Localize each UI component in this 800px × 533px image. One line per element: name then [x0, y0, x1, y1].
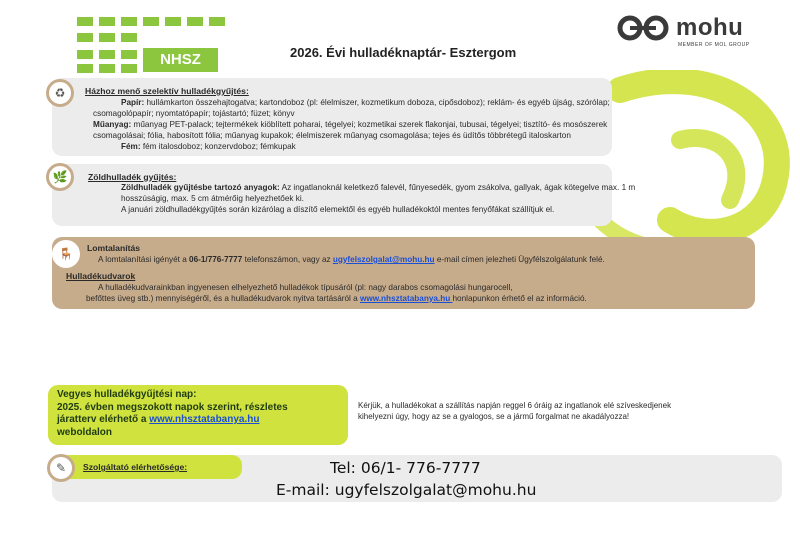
mohu-logo-text: mohu [676, 14, 744, 41]
email-link[interactable]: ugyfelszolgalat@mohu.hu [332, 255, 435, 264]
mohu-logo-subtitle: MEMBER OF MOL GROUP [678, 42, 750, 48]
green-heading: Zöldhulladék gyűjtés: [88, 172, 177, 182]
nhsz-logo-text: NHSZ [143, 48, 218, 72]
bulky-heading: Lomtalanítás [87, 243, 141, 253]
selective-details: Papír: hullámkarton összehajtogatva; kartondoboz (pl: élelmiszer, kozmetikum doboza, cipősdoboz); reklám- és egyéb újság, szórólap; csomagolópapír; nyomtatópapír; tojástartó; füzet; könyv Műanyag: műanyag PET-palack; tejtermékek kiöblített poharai, tégelyei; kozmetikai szerek flakonjai, tubusai, tégelyei; tisztító- és mosószerek csomagolásai; fólia, habosított fólia; műanyag kupakok; élelmiszerek műanyag csomagolása; tejes és üdítős többrétegű italoskarton Fém: fém italosdoboz; konzervdoboz; fémkupak [93, 98, 610, 151]
website-link[interactable]: www.nhsztatabanya.hu [359, 294, 453, 303]
yard-heading: Hulladékudvarok [66, 271, 136, 281]
contact-label: Szolgáltató elérhetősége: [83, 462, 188, 472]
contact-phone[interactable]: Tel: 06/1- 776-7777 [330, 459, 481, 477]
leaf-bag-icon: 🌿 [46, 163, 74, 191]
placement-notice: Kérjük, a hulladékokat a szállítás napján reggel 6 óráig az ingatlanok elé szíveskedjenek kihelyezni úgy, hogy az se a gyalogos, se a jármű forgalmat ne akadályozza! [358, 401, 672, 421]
mixed-waste-text: Vegyes hulladékgyűjtési nap: 2025. évben megszokott napok szerint, részletes járatterv elérhető a www.nhsztatabanya.hu weboldalon [57, 389, 288, 438]
mohu-logo-icon [616, 14, 672, 42]
yard-text: A hulladékudvarainkban ingyenesen elhelyezhető hulladékok típusáról (pl: nagy darabos csomagolási hungarocell, befőttes üveg stb.) mennyiségéről, és a hulladékudvarok nyitva tartásáról a www.nhsztatabanya.hu honlapunkon érhető el az információ. [86, 283, 587, 303]
furniture-icon: 🪑 [52, 240, 80, 268]
contact-email[interactable]: E-mail: ugyfelszolgalat@mohu.hu [276, 481, 537, 499]
green-details: Zöldhulladék gyűjtésbe tartozó anyagok: Az ingatlanoknál keletkező falevél, fűnyesedék, gyom zsákolva, gallyak, ágak kötegelve max. 1 m hosszúságig, max. 5 cm átmérőig helyezhetőek ki. A januári zöldhulladékgyűjtés során kizárólag a díszítő elemektől és egyéb hulladékoktól mentes fenyőfákat szállítjuk el. [121, 183, 636, 214]
page-title: 2026. Évi hulladéknaptár- Esztergom [290, 45, 517, 60]
selective-heading: Házhoz menő szelektív hulladékgyűjtés: [85, 86, 249, 96]
contact-form-icon: ✎ [47, 454, 75, 482]
recycle-icon: ♻ [46, 79, 74, 107]
bulky-text: A lomtalanítási igényét a 06-1/776-7777 telefonszámon, vagy az ugyfelszolgalat@mohu.hu e-mail címen jelezheti Ügyfélszolgálatunk felé. [98, 255, 605, 264]
mixed-website-link[interactable]: www.nhsztatabanya.hu [149, 414, 260, 425]
